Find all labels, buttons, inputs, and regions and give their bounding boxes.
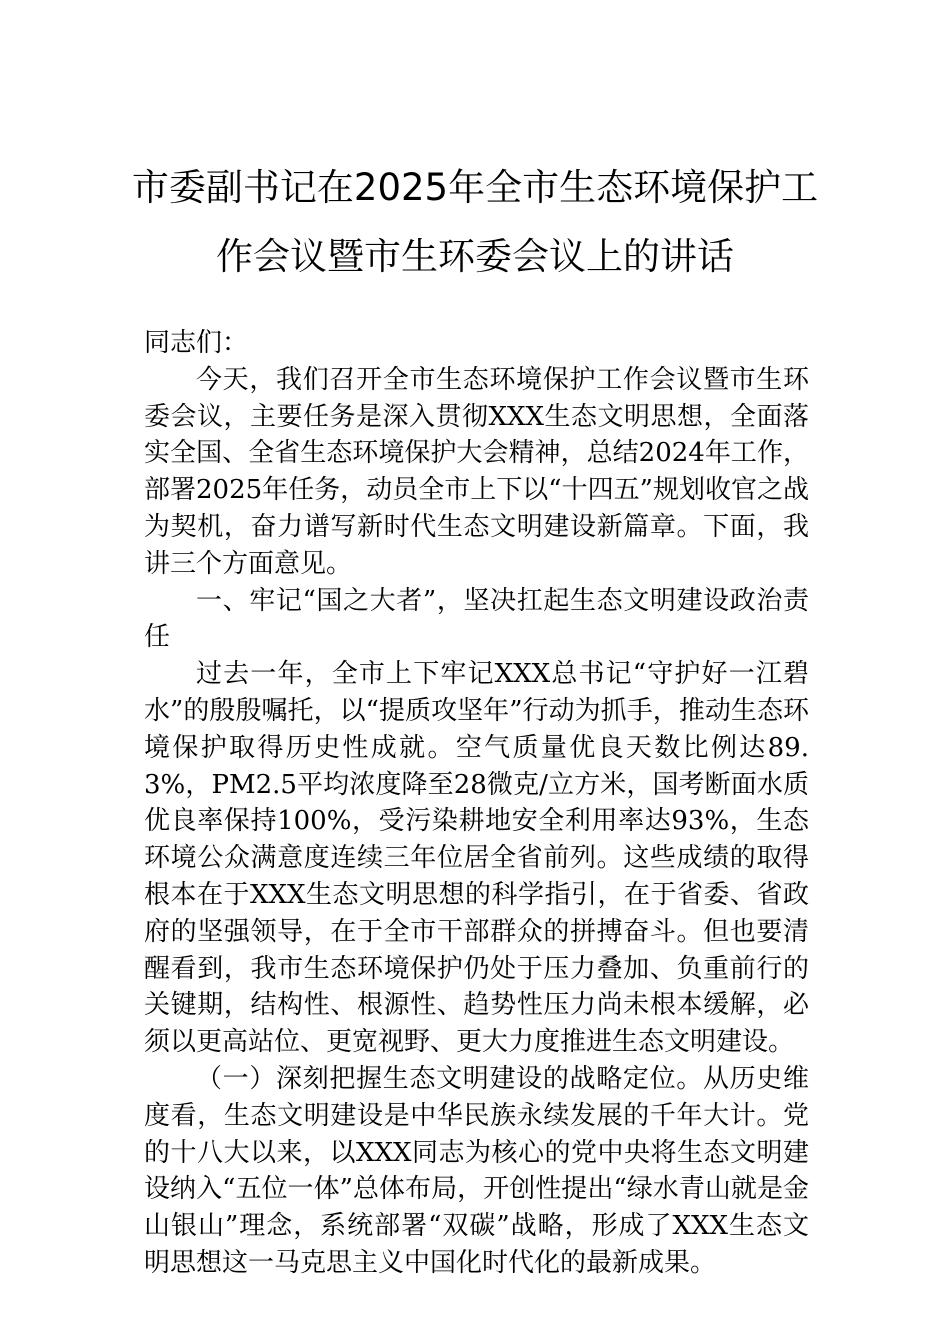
document-title-line-2: 作会议暨市生环委会议上的讲话 — [216, 235, 734, 278]
section-heading-1: 一、牢记“国之大者”，坚决扛起生态文明建设政治责任 — [144, 585, 809, 653]
document-title-line-1: 市委副书记在2025年全市生态环境保护工 — [131, 166, 819, 209]
paragraph-intro: 今天，我们召开全市生态环境保护工作会议暨市生环委会议，主要任务是深入贯彻XXX生态文明思想，全面落实全国、全省生态环境保护大会精神，总结2024年工作，部署2025年任务，动员全市上下以“十四五”规划收官之战为契机，奋力谱写新时代生态文明建设新篇章。下面，我讲三个方面意见。 — [144, 364, 809, 579]
subsection-paragraph-1: （一）深刻把握生态文明建设的战略定位。从历史维度看，生态文明建设是中华民族永续发展的千年大计。党的十八大以来，以XXX同志为核心的党中央将生态文明建设纳入“五位一体”总体布局，开创性提出“绿水青山就是金山银山”理念，系统部署“双碳”战略，形成了XXX生态文明思想这一马克思主义中国化时代化的最新成果。 — [144, 1063, 809, 1278]
paragraph-review: 过去一年，全市上下牢记XXX总书记“守护好一江碧水”的殷殷嘱托，以“提质攻坚年”行动为抓手，推动生态环境保护取得历史性成就。空气质量优良天数比例达89.3%，PM2.5平均浓度降至28微克/立方米，国考断面水质优良率保持100%，受污染耕地安全利用率达93%，生态环境公众满意度连续三年位居全省前列。这些成绩的取得根本在于XXX生态文明思想的科学指引，在于省委、省政府的坚强领导，在于全市干部群众的拼搏奋斗。但也要清醒看到，我市生态环境保护仍处于压力叠加、负重前行的关键期，结构性、根源性、趋势性压力尚未根本缓解，必须以更高站位、更宽视野、更大力度推进生态文明建设。 — [144, 659, 809, 1058]
document-body — [144, 325, 809, 1282]
salutation: 同志们： — [144, 328, 249, 358]
